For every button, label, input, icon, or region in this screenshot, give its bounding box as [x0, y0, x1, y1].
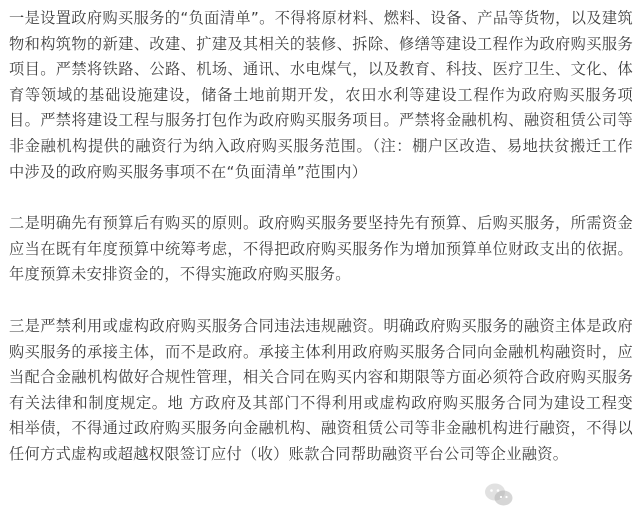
paragraph-negative-list: 一是设置政府购买服务的“负面清单”。不得将原材料、燃料、设备、产品等货物，以及建筑物和构筑物的新建、改建、扩建及其相关的装修、拆除、修缮等建设工程作为政府购买服务项目。严禁将铁路、公路、机场、通讯、水电煤气，以及教育、科技、医疗卫生、文化、体育等领域的基础设施建设，储备土地前期开发，农田水利等建设工程作为政府购买服务项目。严禁将建设工程与服务打包作为政府购买服务项目。严禁将金融机构、融资租赁公司等非金融机构提供的融资行为纳入政府购买服务范围。（注：棚户区改造、易地扶贫搬迁工作中涉及的政府购买服务事项不在“负面清单”范围内） — [9, 9, 633, 181]
paragraph-financing-ban: 三是严禁利用或虚构政府购买服务合同违法违规融资。明确政府购买服务的融资主体是政府购买服务的承接主体，而不是政府。承接主体利用政府购买服务合同向金融机构融资时，应当配合金融机构做好合规性管理，相关合同在购买内容和期限等方面必须符合政府购买服务有关法律和制度规定。地 方政府及其部门不得利用或虚构政府购买服务合同为建设工程变相举债，不得通过政府购买服务向金融机构、融资租赁公司等非金融机构进行融资，不得以任何方式虚构或超越权限签订应付（收）账款合同帮助融资平台公司等企业融资。 — [9, 316, 633, 463]
wechat-icon — [484, 482, 514, 508]
paragraph-budget-principle: 二是明确先有预算后有购买的原则。政府购买服务要坚持先有预算、后购买服务，所需资金应当在既有年度预算中统筹考虑，不得把政府购买服务作为增加预算单位财政支出的依据。年度预算未安排资金的，不得实施政府购买服务。 — [9, 214, 633, 284]
document-body — [9, 6, 633, 468]
